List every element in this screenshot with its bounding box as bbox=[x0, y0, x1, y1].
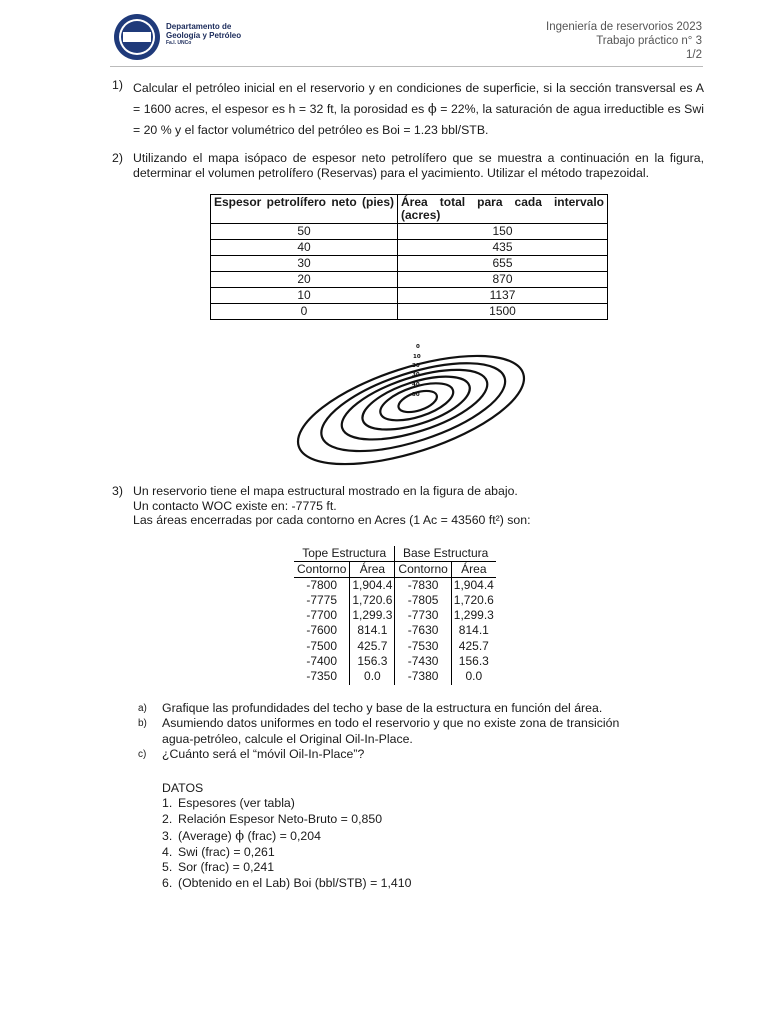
table-cell: -7800 bbox=[306, 577, 338, 592]
data-item bbox=[162, 845, 704, 861]
table-row bbox=[211, 304, 608, 320]
table-cell: 1137 bbox=[398, 288, 608, 304]
table-cell: 150 bbox=[398, 224, 608, 240]
table-cell: 156.3 bbox=[350, 654, 395, 669]
table-cell: 814.1 bbox=[451, 623, 496, 638]
table-cell: 30 bbox=[211, 256, 398, 272]
table-group-header-row bbox=[294, 546, 496, 562]
table-cell: -7730 bbox=[395, 608, 451, 623]
q1-text-b: = 22%, la saturación de agua irreductible es Swi = 20 % y el factor volumétrico del petróleo es Boi = 1.23 bbl/STB. bbox=[133, 102, 704, 137]
question-2-text: Utilizando el mapa isópaco de espesor neto petrolífero que se muestra a continuación en la figura, determinar el volumen petrolífero (Reservas) para el yacimiento. Utilizar el método trapezoidal. bbox=[133, 151, 704, 180]
data-item-text: Relación Espesor Neto-Bruto = 0,850 bbox=[178, 811, 383, 826]
question-2 bbox=[112, 151, 704, 180]
data-item bbox=[162, 812, 704, 828]
table-row bbox=[294, 623, 496, 638]
question-1 bbox=[112, 78, 704, 141]
table-cell: -7350 bbox=[306, 669, 338, 684]
subitem-text: ¿Cuánto será el “móvil Oil-In-Place”? bbox=[162, 747, 365, 762]
phi-symbol: ϕ bbox=[427, 102, 437, 117]
table-row bbox=[294, 608, 496, 623]
contour-label: 20 bbox=[412, 363, 420, 369]
question-3 bbox=[112, 484, 704, 528]
table-cell: 156.3 bbox=[451, 654, 496, 669]
data-item-number: 2. bbox=[162, 811, 173, 826]
d3-text-a: (Average) bbox=[178, 829, 236, 844]
subitem-line: Asumiendo datos uniformes en todo el reservorio y que no existe zona de transición bbox=[162, 716, 620, 731]
table-row bbox=[294, 639, 496, 654]
logo-subtitle: Fa.I. UNCo bbox=[166, 40, 192, 46]
question-number: 1) bbox=[112, 78, 123, 92]
table-cell: 870 bbox=[398, 272, 608, 288]
subitem-c bbox=[138, 747, 704, 763]
column-header: Espesor petrolífero neto (pies) bbox=[211, 195, 398, 224]
table-cell: -7630 bbox=[395, 623, 451, 638]
data-list-title: DATOS bbox=[162, 780, 204, 795]
group-header: Tope Estructura bbox=[294, 546, 395, 562]
subitem-label: b) bbox=[138, 718, 147, 730]
subitem-text bbox=[162, 716, 619, 747]
header-divider bbox=[110, 66, 703, 67]
q3-line: Un contacto WOC existe en: -7775 ft. bbox=[133, 498, 337, 513]
group-header: Base Estructura bbox=[395, 546, 496, 562]
table-cell: 20 bbox=[211, 272, 398, 288]
table-cell: 1,299.3 bbox=[350, 608, 395, 623]
table-cell: -7400 bbox=[306, 653, 338, 668]
table-row bbox=[294, 669, 496, 684]
data-item-number: 3. bbox=[162, 829, 173, 844]
subitem-label: c) bbox=[138, 749, 147, 761]
table-header-row bbox=[211, 195, 608, 224]
table-cell: 1,904.4 bbox=[350, 577, 395, 593]
table-cell: -7600 bbox=[306, 623, 338, 638]
structure-contour-table bbox=[294, 546, 496, 685]
q3-line: Las áreas encerradas por cada contorno en Acres (1 Ac = 43560 ft²) son: bbox=[133, 513, 531, 527]
table-cell: 0.0 bbox=[350, 669, 395, 684]
question-1-text bbox=[133, 78, 704, 141]
subitem-text: Grafique las profundidades del techo y base de la estructura en función del área. bbox=[162, 700, 603, 715]
data-list bbox=[162, 781, 704, 892]
table-cell: 655 bbox=[398, 256, 608, 272]
question-number: 2) bbox=[112, 151, 123, 165]
column-header: Área bbox=[451, 561, 496, 577]
column-header: Contorno bbox=[395, 561, 451, 577]
logo-line-1: Departamento de bbox=[166, 22, 232, 31]
department-name bbox=[166, 22, 241, 47]
table-cell: 425.7 bbox=[451, 639, 496, 654]
table-cell: -7700 bbox=[306, 608, 338, 623]
data-item-number: 1. bbox=[162, 796, 173, 811]
table-cell: 0.0 bbox=[451, 669, 496, 684]
data-item-text: Espesores (ver tabla) bbox=[178, 796, 295, 811]
table-cell: 1,720.6 bbox=[451, 593, 496, 608]
table-row bbox=[294, 654, 496, 669]
table-row bbox=[211, 256, 608, 272]
table-cell: 1,904.4 bbox=[451, 577, 496, 593]
page-number: 1/2 bbox=[686, 49, 702, 61]
table-cell: -7830 bbox=[395, 577, 451, 593]
table-cell: -7500 bbox=[306, 638, 338, 653]
table-cell: 425.7 bbox=[350, 639, 395, 654]
table-row bbox=[211, 240, 608, 256]
column-header: Área bbox=[350, 561, 395, 577]
table-cell: 1,299.3 bbox=[451, 608, 496, 623]
table-cell: -7775 bbox=[306, 592, 338, 607]
subitem-b bbox=[138, 716, 704, 747]
data-item-text: Swi (frac) = 0,261 bbox=[178, 844, 275, 859]
assignment-title: Trabajo práctico n° 3 bbox=[596, 35, 702, 47]
contour-label: 40 bbox=[412, 382, 420, 388]
subitem-a bbox=[138, 701, 704, 717]
question-3-text bbox=[133, 484, 704, 528]
data-item-text: (Obtenido en el Lab) Boi (bbl/STB) = 1,410 bbox=[178, 875, 412, 890]
table-cell: 0 bbox=[211, 304, 398, 320]
table-cell: -7530 bbox=[395, 639, 451, 654]
column-header: Área total para cada intervalo (acres) bbox=[398, 195, 608, 224]
contour-label: 10 bbox=[413, 354, 421, 360]
q3-line: Un reservorio tiene el mapa estructural mostrado en la figura de abajo. bbox=[133, 484, 518, 498]
logo-line-2: Geología y Petróleo bbox=[166, 31, 242, 40]
table-row bbox=[294, 577, 496, 593]
contour-0 bbox=[286, 338, 536, 468]
table-cell: -7805 bbox=[395, 593, 451, 608]
phi-symbol: ϕ bbox=[235, 829, 245, 845]
d3-text-b: (frac) = 0,204 bbox=[244, 829, 321, 844]
data-item bbox=[162, 796, 704, 812]
table-cell: -7380 bbox=[395, 669, 451, 684]
table-cell: 50 bbox=[211, 224, 398, 240]
data-item-number: 6. bbox=[162, 875, 173, 890]
data-item bbox=[162, 829, 704, 845]
contour-label: 50 bbox=[412, 392, 420, 398]
table-cell: 1,720.6 bbox=[350, 593, 395, 608]
column-header: Contorno bbox=[294, 561, 350, 577]
table-cell: -7430 bbox=[395, 654, 451, 669]
isopach-map bbox=[286, 338, 536, 468]
data-item-number: 5. bbox=[162, 860, 173, 875]
data-item-text bbox=[178, 829, 321, 845]
question-number: 3) bbox=[112, 484, 123, 498]
table-row bbox=[211, 288, 608, 304]
contour-label: 30 bbox=[412, 372, 420, 378]
data-item-text: Sor (frac) = 0,241 bbox=[178, 860, 275, 875]
table-row bbox=[211, 272, 608, 288]
contour-label: 0 bbox=[416, 344, 420, 350]
table-header-row bbox=[294, 561, 496, 577]
q1-text-a: Calcular el petróleo inicial en el reservorio y en condiciones de superficie, si la sección transversal es A = 1600 acres, el espesor es h = 32 ft, la porosidad es bbox=[133, 81, 704, 116]
thickness-area-table bbox=[210, 194, 608, 320]
table-row bbox=[294, 593, 496, 608]
table-cell: 10 bbox=[211, 288, 398, 304]
subitem-line: agua-petróleo, calcule el Original Oil-In-Place. bbox=[162, 731, 413, 746]
page-header bbox=[0, 0, 768, 70]
university-logo-icon bbox=[112, 12, 162, 62]
document-body bbox=[112, 78, 704, 891]
table-row bbox=[211, 224, 608, 240]
table-cell: 814.1 bbox=[350, 623, 395, 638]
subitem-label: a) bbox=[138, 702, 147, 714]
table-cell: 40 bbox=[211, 240, 398, 256]
data-item bbox=[162, 876, 704, 892]
header-info bbox=[546, 20, 702, 62]
data-item-number: 4. bbox=[162, 844, 173, 859]
course-title: Ingeniería de reservorios 2023 bbox=[546, 21, 702, 33]
table-cell: 435 bbox=[398, 240, 608, 256]
table-cell: 1500 bbox=[398, 304, 608, 320]
question-3-subitems bbox=[138, 701, 704, 763]
data-item bbox=[162, 860, 704, 876]
